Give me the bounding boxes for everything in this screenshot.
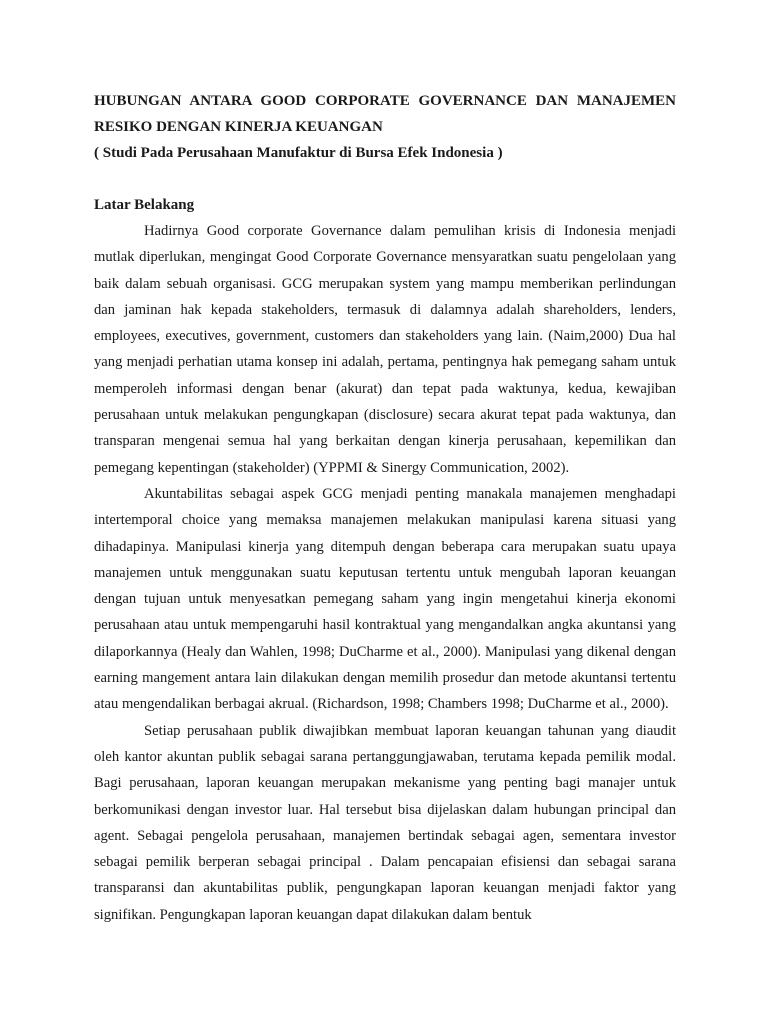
paragraph-1: Hadirnya Good corporate Governance dalam pemulihan krisis di Indonesia menjadi mutlak diperlukan, mengingat Good Corporate Governance mensyaratkan suatu pengelolaan yang baik dalam sebuah organisasi. GCG merupakan system yang mampu memberikan perlindungan dan jaminan hak kepada stakeholders, termasuk di dalamnya adalah shareholders, lenders, employees, executives, government, customers dan stakeholders yang lain. (Naim,2000) Dua hal yang menjadi perhatian utama konsep ini adalah, pertama, pentingnya hak pemegang saham untuk memperoleh informasi dengan benar (akurat) dan tepat pada waktunya, kedua, kewajiban perusahaan untuk melakukan pengungkapan (disclosure) secara akurat tepat pada waktunya, dan transparan mengenai semua hal yang berkaitan dengan kinerja perusahaan, kepemilikan dan pemegang kepentingan (stakeholder) (YPPMI & Sinergy Communication, 2002). [94, 223, 676, 476]
section-heading: Latar Belakang [94, 197, 195, 213]
title-line-2: RESIKO DENGAN KINERJA KEUANGAN [94, 119, 383, 135]
paragraph-2: Akuntabilitas sebagai aspek GCG menjadi penting manakala manajemen menghadapi intertemporal choice yang memaksa manajemen melakukan manipulasi karena situasi yang dihadapinya. Manipulasi kinerja yang ditempuh dengan beberapa cara merupakan suatu upaya manajemen untuk menggunakan suatu keputusan tertentu untuk mengubah laporan keuangan dengan tujuan untuk menyesatkan pemegang saham yang ingin mengetahui kinerja ekonomi perusahaan atau untuk mempengaruhi hasil kontraktual yang mengandalkan angka akuntansi yang dilaporkannya (Healy dan Wahlen, 1998; DuCharme et al., 2000). Manipulasi yang dikenal dengan earning mangement antara lain dilakukan dengan memilih prosedur dan metode akuntansi tertentu atau mengendalikan berbagai akrual. (Richardson, 1998; Chambers 1998; DuCharme et al., 2000). [94, 485, 676, 713]
document-title [94, 88, 676, 140]
paragraph-3: Setiap perusahaan publik diwajibkan membuat laporan keuangan tahunan yang diaudit oleh kantor akuntan publik sebagai sarana pertanggungjawaban, terutama kepada pemilik modal. Bagi perusahaan, laporan keuangan merupakan mekanisme yang penting bagi manajer untuk berkomunikasi dengan investor luar. Hal tersebut bisa dijelaskan dalam hubungan principal dan agent. Sebagai pengelola perusahaan, manajemen bertindak sebagai agen, sementara investor sebagai pemilik berperan sebagai principal . Dalam pencapaian efisiensi dan sebagai sarana transparansi dan akuntabilitas publik, pengungkapan laporan keuangan menjadi faktor yang signifikan. Pengungkapan laporan keuangan dapat dilakukan dalam bentuk [94, 722, 676, 923]
title-line-1: HUBUNGAN ANTARA GOOD CORPORATE GOVERNANCE DAN MANAJEMEN [94, 93, 676, 109]
document-subtitle: ( Studi Pada Perusahaan Manufaktur di Bursa Efek Indonesia ) [94, 145, 503, 161]
